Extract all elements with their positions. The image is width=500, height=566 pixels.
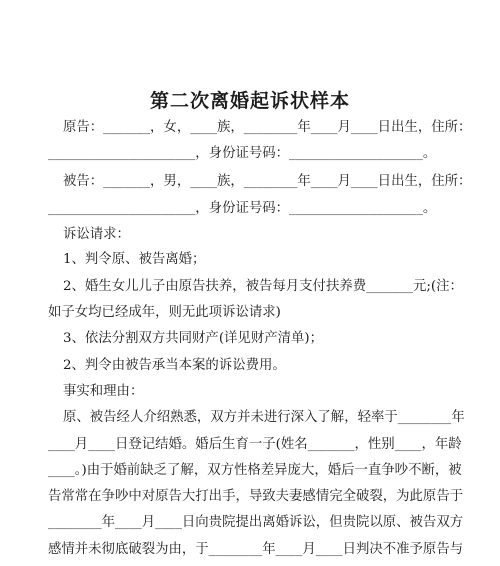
claim-item-3: 3、依法分割双方共同财产(详见财产清单)； bbox=[63, 331, 323, 346]
defendant-id-line: ______________________，身份证号码：____________________。 bbox=[48, 201, 437, 216]
facts-heading: 事实和理由： bbox=[63, 384, 144, 399]
facts-line-3: ____。)由于婚前缺乏了解，双方性格差异庞大，婚后一直争吵不断，被 bbox=[48, 463, 462, 478]
facts-line-5: ________年____月____日向贵院提出离婚诉讼，但贵院以原、被告双方 bbox=[48, 515, 464, 530]
claim-item-2-note: 如子女均已经成年，则无此项诉讼请求) bbox=[48, 305, 281, 320]
claims-heading: 诉讼请求： bbox=[63, 227, 130, 242]
claim-item-1: 1、判令原、被告离婚； bbox=[63, 252, 206, 267]
claim-item-2: 2、婚生女儿儿子由原告扶养，被告每月支付扶养费_______元;(注： bbox=[63, 279, 463, 294]
facts-line-6: 感情并未彻底破裂为由，于________年____月____日判决不准予原告与 bbox=[48, 542, 464, 557]
facts-line-4: 告常常在争吵中对原告大打出手，导致夫妻感情完全破裂，为此原告于 bbox=[48, 489, 464, 504]
document-title: 第二次离婚起诉状样本 bbox=[149, 90, 350, 112]
defendant-info-line: 被告：_______，男，____族，________年____月____日出生，住所： bbox=[63, 174, 472, 189]
plaintiff-info-line: 原告：_______，女，____族，________年____月____日出生，住所： bbox=[63, 120, 472, 135]
plaintiff-id-line: ______________________，身份证号码：____________________。 bbox=[48, 146, 437, 161]
facts-line-2: ____月____日登记结婚。婚后生育一子(姓名_______，性别____，年龄 bbox=[48, 437, 462, 452]
facts-line-1: 原、被告经人介绍熟悉，双方并未进行深入了解，轻率于________年 bbox=[63, 410, 465, 425]
claim-item-4: 2、判令由被告承当本案的诉讼费用。 bbox=[63, 358, 286, 373]
